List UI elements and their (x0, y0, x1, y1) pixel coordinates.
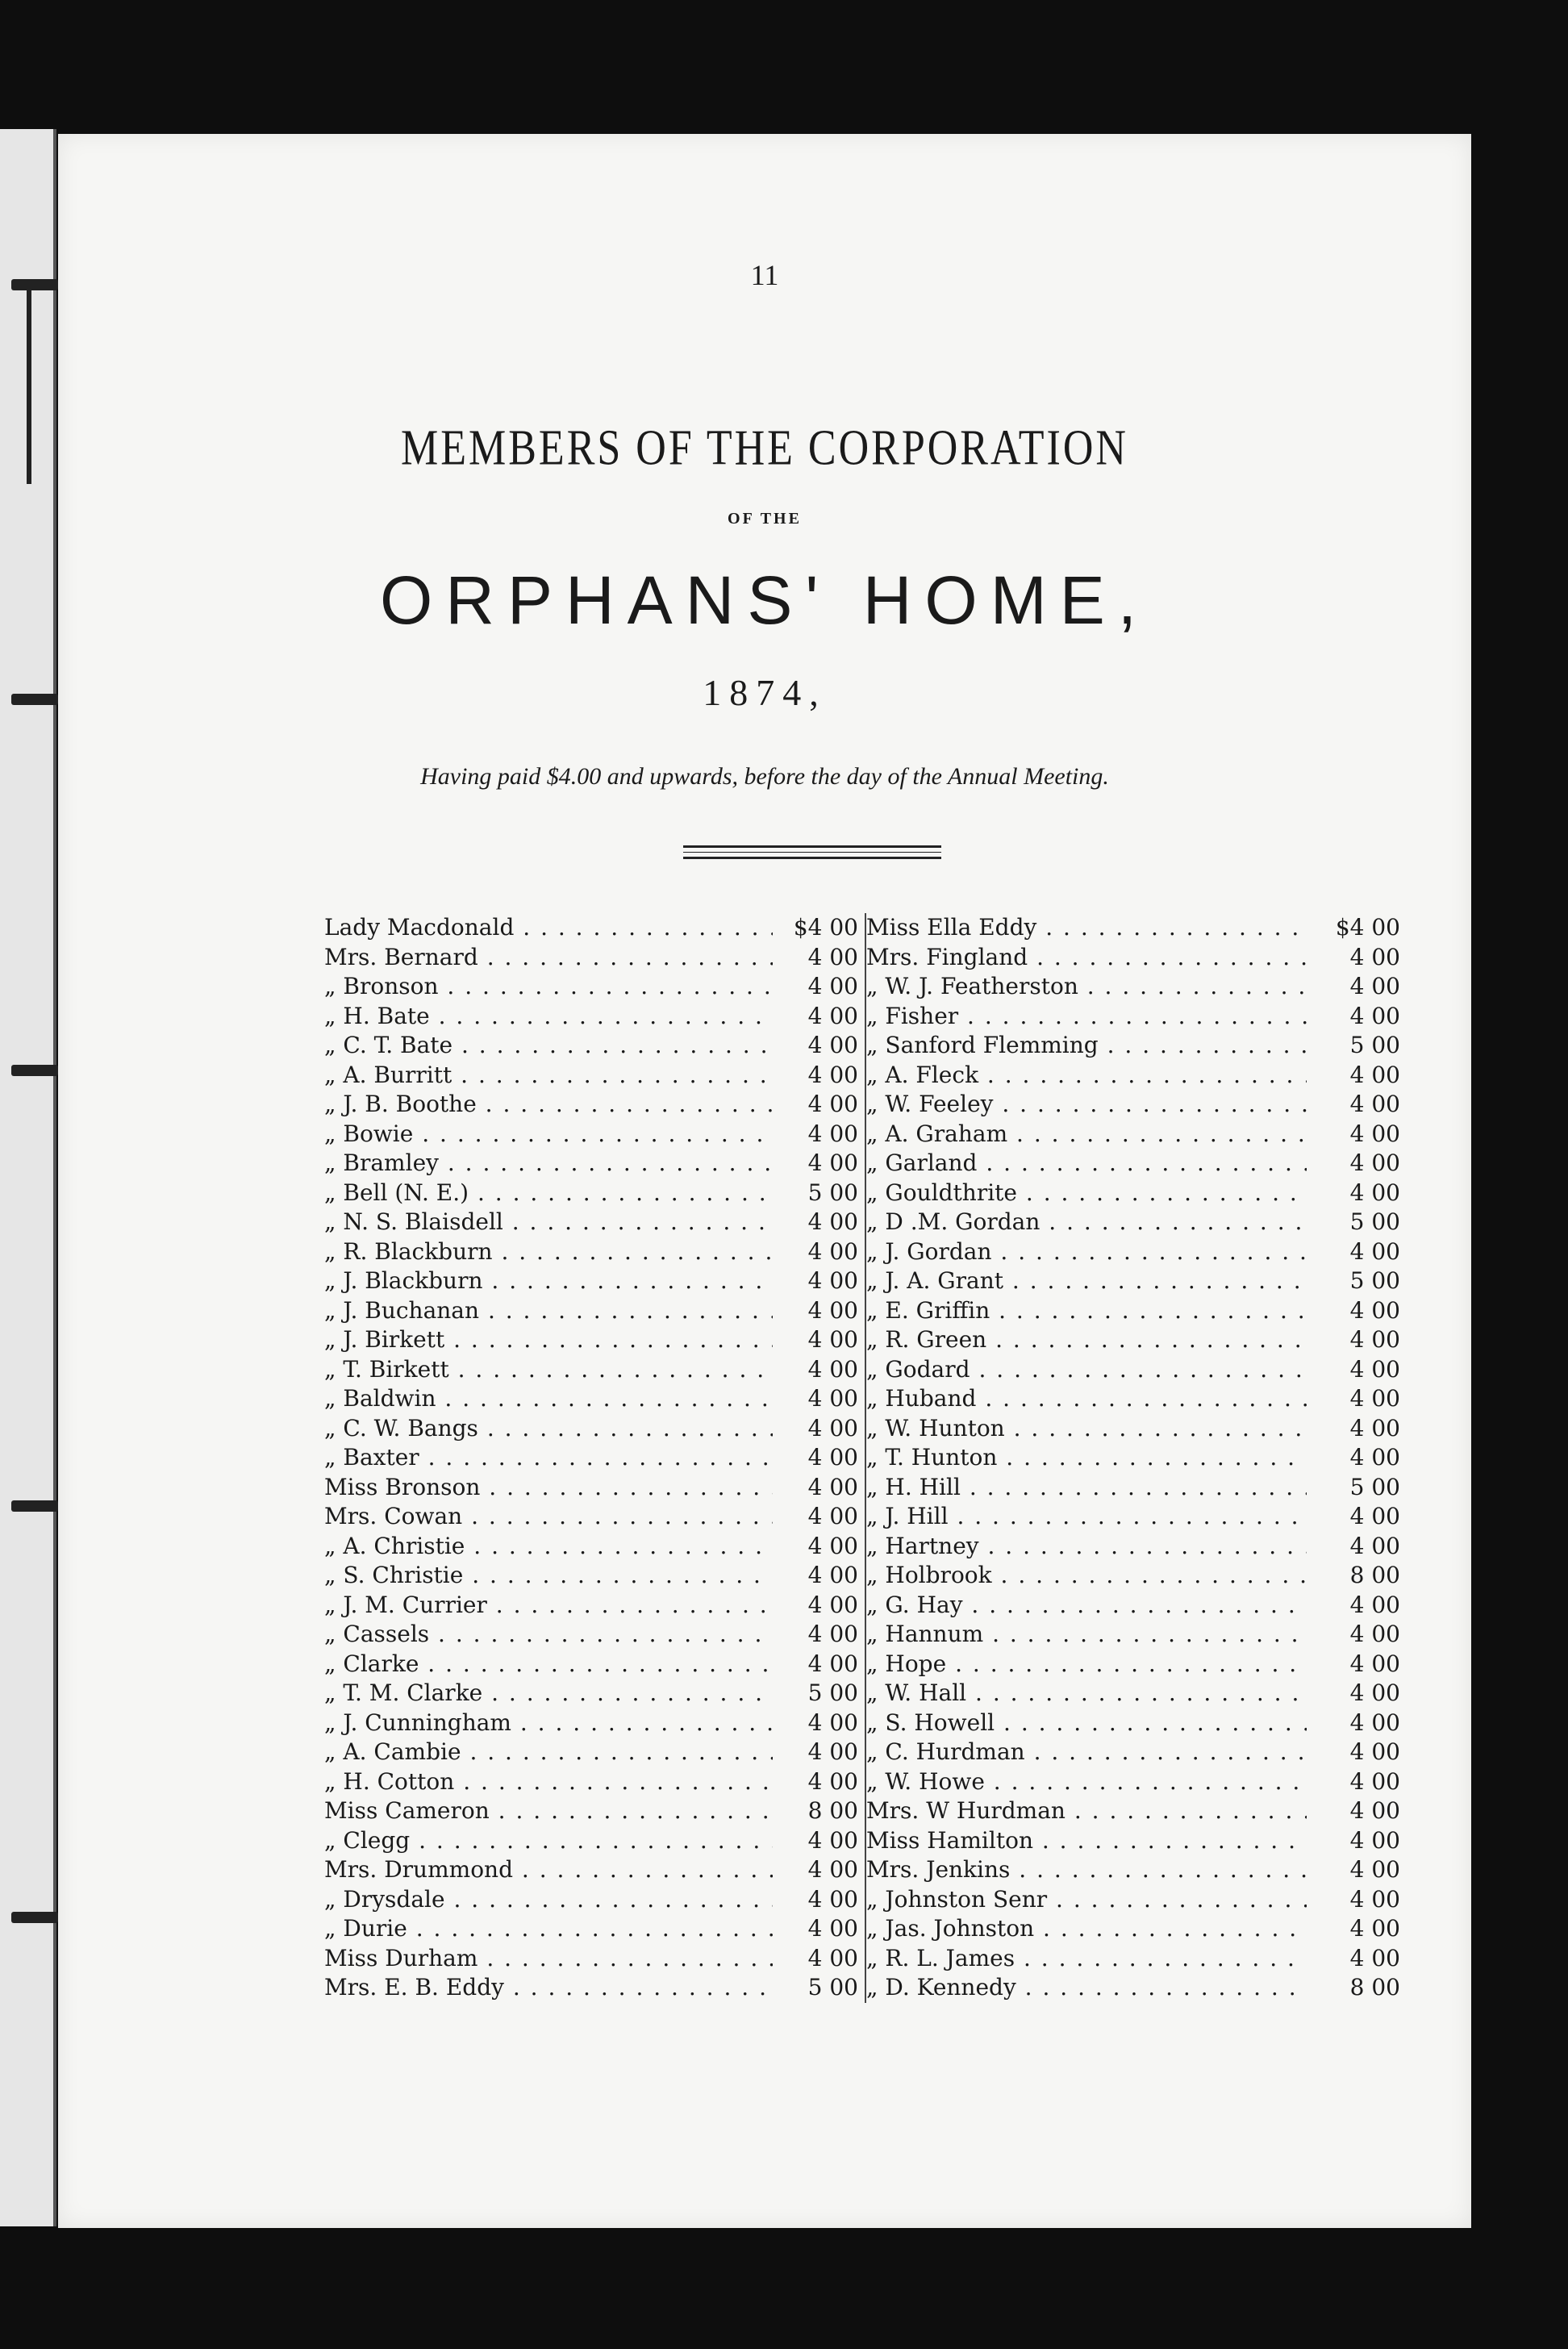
member-amount: 4 00 (773, 1532, 865, 1561)
member-entry (324, 1855, 865, 1885)
member-entry (324, 1208, 865, 1237)
member-entry (324, 1266, 865, 1296)
member-name: „ Sanford Flemming . . . (866, 1031, 1307, 1060)
member-name: „ Baxter . . . (324, 1443, 773, 1472)
member-amount: 4 00 (1307, 1855, 1407, 1884)
heading-orphans-home: ORPHANS' HOME, (379, 562, 1150, 638)
member-amount: 4 00 (773, 1237, 865, 1266)
member-name: „ J. Hill . . . (866, 1502, 1307, 1531)
member-entry (866, 1855, 1407, 1885)
member-name: Mrs. Bernard . . . (324, 943, 773, 972)
member-entry (866, 972, 1407, 1002)
binding-stitch (11, 279, 58, 290)
member-entry (866, 1473, 1407, 1503)
member-name: „ T. M. Clarke . . . (324, 1679, 773, 1708)
member-amount: 4 00 (1307, 1591, 1407, 1620)
member-name: „ E. Griffin . . . (866, 1296, 1307, 1325)
member-entry (866, 1885, 1407, 1915)
member-entry (866, 1325, 1407, 1355)
member-name: Mrs. Drummond . . . (324, 1855, 773, 1884)
member-entry (866, 1591, 1407, 1621)
member-name: „ D. Kennedy . . . (866, 1973, 1307, 2002)
heading-of-the: OF THE (728, 510, 802, 528)
member-amount: 4 00 (773, 1885, 865, 1914)
member-entry (324, 972, 865, 1002)
member-entry (866, 1944, 1407, 1974)
member-name: Mrs. Fingland . . . (866, 943, 1307, 972)
member-entry (866, 1709, 1407, 1738)
member-amount: 8 00 (1307, 1973, 1407, 2002)
document-page (58, 134, 1471, 2228)
binding-edge (0, 129, 56, 2226)
member-entry (324, 1355, 865, 1385)
member-amount: 4 00 (773, 1473, 865, 1502)
member-entry (324, 1296, 865, 1326)
member-name: „ W. Feeley . . . (866, 1090, 1307, 1119)
member-amount: 5 00 (773, 1973, 865, 2002)
member-entry (324, 1620, 865, 1650)
member-name: Mrs. W Hurdman . . . (866, 1796, 1307, 1825)
member-name: „ S. Christie . . . (324, 1561, 773, 1590)
member-amount: 4 00 (1307, 1002, 1407, 1031)
member-amount: 4 00 (1307, 1443, 1407, 1472)
member-name: „ R. Blackburn . . . (324, 1237, 773, 1266)
member-entry (324, 1591, 865, 1621)
member-amount: 4 00 (773, 1502, 865, 1531)
member-entry (866, 1443, 1407, 1473)
member-amount: 5 00 (1307, 1266, 1407, 1295)
member-entry (324, 1767, 865, 1797)
member-entry (866, 1767, 1407, 1797)
member-name: „ J. Buchanan . . . (324, 1296, 773, 1325)
member-amount: 4 00 (1307, 1061, 1407, 1090)
member-entry (866, 1090, 1407, 1120)
member-name: „ Johnston Senr . . . (866, 1885, 1307, 1914)
heading-year: 1874, (703, 672, 827, 713)
decorative-rule (683, 845, 941, 863)
member-entry (324, 1090, 865, 1120)
member-entry (324, 1532, 865, 1562)
member-name: „ Hannum . . . (866, 1620, 1307, 1649)
member-amount: 4 00 (773, 1826, 865, 1855)
member-entry (324, 1738, 865, 1767)
member-name: „ J. Blackburn . . . (324, 1266, 773, 1295)
member-entry (324, 1120, 865, 1149)
member-entry (324, 1650, 865, 1679)
member-name: „ Clegg . . . (324, 1826, 773, 1855)
member-amount: 4 00 (1307, 1767, 1407, 1796)
member-amount: 4 00 (1307, 1532, 1407, 1561)
member-entry (866, 1208, 1407, 1237)
members-list (324, 913, 1405, 2059)
member-name: „ Hartney . . . (866, 1532, 1307, 1561)
member-entry (866, 1796, 1407, 1826)
member-entry (866, 1120, 1407, 1149)
member-entry (866, 1650, 1407, 1679)
member-name: „ Bell (N. E.) . . . (324, 1179, 773, 1208)
member-amount: 4 00 (773, 1591, 865, 1620)
member-name: „ A. Burritt . . . (324, 1061, 773, 1090)
member-amount: 4 00 (773, 1355, 865, 1384)
member-amount: 4 00 (773, 1709, 865, 1738)
member-name: „ J. Cunningham . . . (324, 1709, 773, 1738)
member-entry (324, 1679, 865, 1709)
member-amount: 5 00 (1307, 1208, 1407, 1237)
member-entry (866, 1826, 1407, 1856)
member-name: „ A. Graham . . . (866, 1120, 1307, 1149)
member-amount: 4 00 (1307, 1355, 1407, 1384)
member-amount: 4 00 (773, 1266, 865, 1295)
member-name: „ Drysdale . . . (324, 1885, 773, 1914)
member-name: „ Bowie . . . (324, 1120, 773, 1149)
member-name: „ A. Christie . . . (324, 1532, 773, 1561)
member-name: „ C. W. Bangs . . . (324, 1414, 773, 1443)
member-amount: 4 00 (1307, 1826, 1407, 1855)
member-name: „ J. Birkett . . . (324, 1325, 773, 1354)
member-name: „ Holbrook . . . (866, 1561, 1307, 1590)
member-name: „ S. Howell . . . (866, 1709, 1307, 1738)
member-amount: 4 00 (773, 1031, 865, 1060)
member-amount: 4 00 (773, 1767, 865, 1796)
member-entry (324, 1709, 865, 1738)
member-name: Miss Durham . . . (324, 1944, 773, 1973)
member-name: „ Cassels . . . (324, 1620, 773, 1649)
member-name: „ J. Gordan . . . (866, 1237, 1307, 1266)
member-entry (324, 1414, 865, 1444)
member-name: „ W. J. Featherston . . . (866, 972, 1307, 1001)
member-amount: 4 00 (1307, 1120, 1407, 1149)
member-amount: 4 00 (1307, 1179, 1407, 1208)
member-entry (324, 1384, 865, 1414)
member-name: Mrs. Jenkins . . . (866, 1855, 1307, 1884)
member-entry (324, 1885, 865, 1915)
member-entry (866, 1532, 1407, 1562)
member-amount: 8 00 (1307, 1561, 1407, 1590)
member-name: „ J. M. Currier . . . (324, 1591, 773, 1620)
member-name: „ Huband . . . (866, 1384, 1307, 1413)
member-entry (324, 1796, 865, 1826)
member-amount: 4 00 (1307, 1237, 1407, 1266)
member-name: „ Gouldthrite . . . (866, 1179, 1307, 1208)
member-amount: 4 00 (1307, 1149, 1407, 1178)
member-amount: 4 00 (1307, 1620, 1407, 1649)
member-amount: $4 00 (773, 913, 865, 942)
member-entry (866, 1914, 1407, 1944)
member-amount: 5 00 (773, 1179, 865, 1208)
member-entry (866, 913, 1407, 943)
member-amount: 5 00 (1307, 1031, 1407, 1060)
member-entry (324, 1002, 865, 1032)
member-entry (866, 1738, 1407, 1767)
member-entry (324, 1561, 865, 1591)
member-entry (324, 1237, 865, 1267)
member-name: Mrs. E. B. Eddy . . . (324, 1973, 773, 2002)
member-name: „ Hope . . . (866, 1650, 1307, 1679)
member-name: Miss Bronson . . . (324, 1473, 773, 1502)
member-amount: 4 00 (773, 1443, 865, 1472)
member-entry (866, 1002, 1407, 1032)
member-name: „ H. Hill . . . (866, 1473, 1307, 1502)
member-amount: 4 00 (773, 1561, 865, 1590)
member-name: „ T. Hunton . . . (866, 1443, 1307, 1472)
members-left-column (324, 913, 866, 2003)
member-entry (866, 1355, 1407, 1385)
members-right-column (866, 913, 1407, 2003)
member-name: „ N. S. Blaisdell . . . (324, 1208, 773, 1237)
member-entry (866, 1237, 1407, 1267)
member-name: „ Clarke . . . (324, 1650, 773, 1679)
binding-stitch (11, 1065, 58, 1076)
member-amount: 4 00 (773, 1944, 865, 1973)
member-amount: 4 00 (1307, 1944, 1407, 1973)
member-entry (866, 1296, 1407, 1326)
member-entry (324, 913, 865, 943)
member-entry (324, 1944, 865, 1974)
member-entry (324, 1061, 865, 1091)
member-amount: 4 00 (773, 1414, 865, 1443)
member-entry (324, 1325, 865, 1355)
member-amount: 4 00 (773, 943, 865, 972)
member-entry (866, 1679, 1407, 1709)
member-amount: $4 00 (1307, 913, 1407, 942)
member-name: „ W. Howe . . . (866, 1767, 1307, 1796)
member-entry (324, 1973, 865, 2003)
member-name: „ W. Hall . . . (866, 1679, 1307, 1708)
member-entry (324, 1443, 865, 1473)
member-name: „ H. Cotton . . . (324, 1767, 773, 1796)
member-amount: 4 00 (773, 1061, 865, 1090)
member-name: „ Garland . . . (866, 1149, 1307, 1178)
member-name: „ C. T. Bate . . . (324, 1031, 773, 1060)
member-entry (866, 1973, 1407, 2003)
member-name: „ C. Hurdman . . . (866, 1738, 1307, 1767)
member-name: „ R. Green . . . (866, 1325, 1307, 1354)
member-name: „ A. Cambie . . . (324, 1738, 773, 1767)
member-amount: 4 00 (1307, 1709, 1407, 1738)
binding-stitch (11, 1500, 58, 1512)
member-amount: 5 00 (773, 1679, 865, 1708)
member-entry (324, 1149, 865, 1179)
member-name: „ T. Birkett . . . (324, 1355, 773, 1384)
member-amount: 4 00 (1307, 1914, 1407, 1943)
member-name: „ Godard . . . (866, 1355, 1307, 1384)
member-name: „ H. Bate . . . (324, 1002, 773, 1031)
member-name: „ Baldwin . . . (324, 1384, 773, 1413)
member-amount: 4 00 (1307, 1384, 1407, 1413)
member-entry (866, 1061, 1407, 1091)
member-amount: 4 00 (1307, 1650, 1407, 1679)
member-name: „ G. Hay . . . (866, 1591, 1307, 1620)
binding-thread (27, 282, 31, 484)
member-amount: 4 00 (1307, 1796, 1407, 1825)
member-amount: 4 00 (773, 1855, 865, 1884)
member-name: „ Bramley . . . (324, 1149, 773, 1178)
member-name: „ Durie . . . (324, 1914, 773, 1943)
member-amount: 4 00 (1307, 1679, 1407, 1708)
member-entry (866, 1031, 1407, 1061)
member-entry (866, 1502, 1407, 1532)
member-name: „ A. Fleck . . . (866, 1061, 1307, 1090)
member-amount: 4 00 (773, 1738, 865, 1767)
member-amount: 4 00 (773, 1325, 865, 1354)
member-amount: 4 00 (1307, 1325, 1407, 1354)
member-name: Mrs. Cowan . . . (324, 1502, 773, 1531)
member-name: „ Jas. Johnston . . . (866, 1914, 1307, 1943)
member-amount: 4 00 (1307, 1414, 1407, 1443)
member-entry (866, 1414, 1407, 1444)
page-number: 11 (750, 259, 779, 291)
member-amount: 4 00 (773, 1149, 865, 1178)
member-amount: 4 00 (773, 1208, 865, 1237)
member-entry (324, 1031, 865, 1061)
member-entry (866, 943, 1407, 973)
member-entry (324, 943, 865, 973)
member-amount: 4 00 (773, 1296, 865, 1325)
subheading: Having paid $4.00 and upwards, before the day of the Annual Meeting. (420, 763, 1109, 790)
member-amount: 4 00 (1307, 1738, 1407, 1767)
member-amount: 4 00 (773, 1650, 865, 1679)
member-amount: 8 00 (773, 1796, 865, 1825)
member-entry (324, 1914, 865, 1944)
member-amount: 4 00 (773, 972, 865, 1001)
member-name: „ D .M. Gordan . . . (866, 1208, 1307, 1237)
member-entry (324, 1826, 865, 1856)
member-entry (324, 1473, 865, 1503)
member-name: „ Fisher . . . (866, 1002, 1307, 1031)
member-amount: 4 00 (773, 1384, 865, 1413)
member-amount: 4 00 (1307, 943, 1407, 972)
member-name: „ J. B. Boothe . . . (324, 1090, 773, 1119)
member-amount: 4 00 (773, 1090, 865, 1119)
member-name: „ R. L. James . . . (866, 1944, 1307, 1973)
member-amount: 5 00 (1307, 1473, 1407, 1502)
member-amount: 4 00 (1307, 1090, 1407, 1119)
member-entry (866, 1561, 1407, 1591)
binding-stitch (11, 694, 58, 705)
member-amount: 4 00 (1307, 1502, 1407, 1531)
member-name: „ J. A. Grant . . . (866, 1266, 1307, 1295)
member-entry (866, 1179, 1407, 1208)
member-entry (866, 1149, 1407, 1179)
member-amount: 4 00 (773, 1620, 865, 1649)
member-amount: 4 00 (1307, 972, 1407, 1001)
member-name: Miss Cameron . . . (324, 1796, 773, 1825)
member-amount: 4 00 (1307, 1885, 1407, 1914)
member-name: „ Bronson . . . (324, 972, 773, 1001)
member-entry (324, 1179, 865, 1208)
member-entry (324, 1502, 865, 1532)
member-amount: 4 00 (773, 1120, 865, 1149)
binding-stitch (11, 1912, 58, 1923)
member-name: Lady Macdonald . . . (324, 913, 773, 942)
member-name: Miss Ella Eddy . . . (866, 913, 1307, 942)
member-entry (866, 1384, 1407, 1414)
member-amount: 4 00 (773, 1914, 865, 1943)
member-name: „ W. Hunton . . . (866, 1414, 1307, 1443)
member-entry (866, 1620, 1407, 1650)
member-amount: 4 00 (773, 1002, 865, 1031)
member-name: Miss Hamilton . . . (866, 1826, 1307, 1855)
member-entry (866, 1266, 1407, 1296)
heading-members: MEMBERS OF THE CORPORATION (401, 420, 1128, 476)
member-amount: 4 00 (1307, 1296, 1407, 1325)
